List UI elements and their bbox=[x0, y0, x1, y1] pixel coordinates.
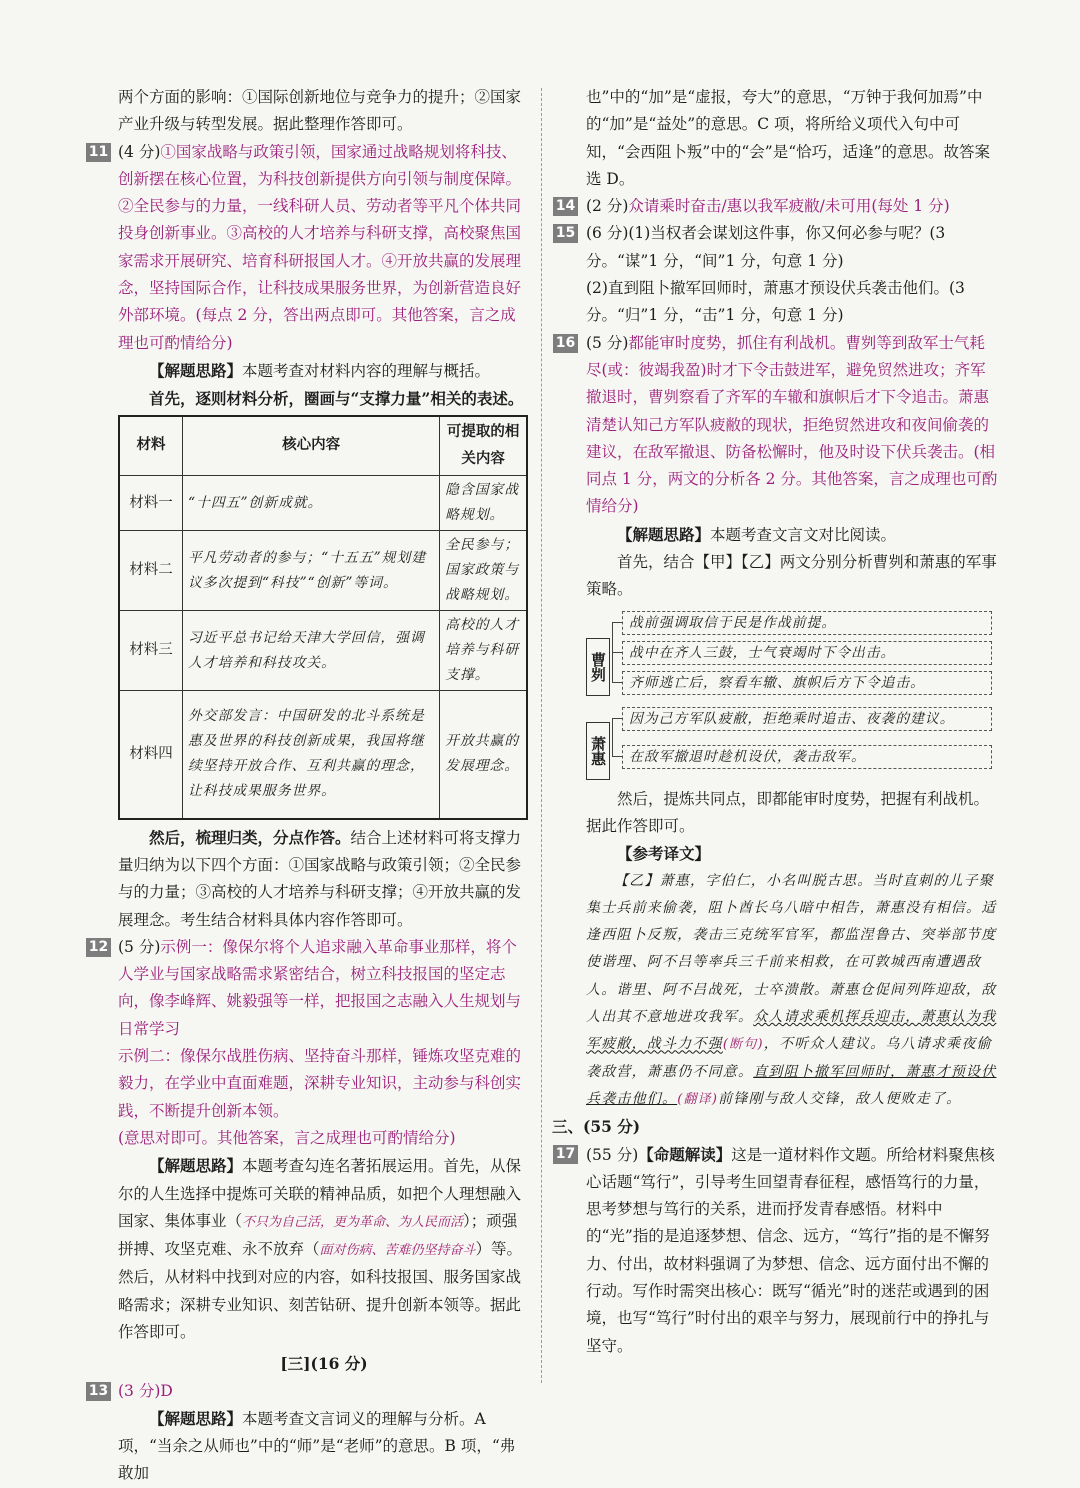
table-cell-content: 习近平总书记给天津大学回信，强调人才培养和科技攻关。 bbox=[183, 611, 440, 691]
reference-translation bbox=[586, 868, 998, 1114]
q12-thinking-a: 本题考查勾连名著拓展运用。首先，从保尔的人生选择中提炼可关联的精神品质，如把个人理想融入国家、集体事业（ bbox=[118, 1157, 522, 1230]
q11-step1: 首先，逐则材料分析，圈画与“支撑力量”相关的表述。 bbox=[149, 389, 524, 409]
question-13 bbox=[88, 1378, 530, 1488]
q12-note: (意思对即可。其他答案，言之成理也可酌情给分) bbox=[118, 1128, 456, 1147]
q17-label: 【命题解读】 bbox=[638, 1144, 732, 1164]
table-cell-extract: 隐含国家战略规划。 bbox=[440, 476, 527, 531]
q13-thinking-label: 【解题思路】 bbox=[149, 1408, 243, 1428]
question-12 bbox=[88, 934, 530, 1346]
q11-score-note: (每点 2 分，答出两点即可。其他答案，言之成理也可酌情给分) bbox=[118, 306, 516, 352]
q17-score: (55 分) bbox=[586, 1145, 639, 1164]
question-14 bbox=[555, 193, 998, 220]
diagram-bracket bbox=[612, 652, 622, 653]
question-11 bbox=[88, 139, 530, 934]
table-cell-label: 材料三 bbox=[119, 611, 183, 691]
diagram-box-xiaohui-2: 在敌军撤退时趁机设伏，袭击敌军。 bbox=[622, 745, 992, 769]
intro-line-2: 产业升级与转型发展。据此整理作答即可。 bbox=[118, 115, 413, 134]
section-heading-three: 三、(55 分) bbox=[552, 1117, 641, 1137]
q12-handwritten-note-1: 不只为自己活，更为革命、为人民而活 bbox=[242, 1214, 464, 1230]
table-row bbox=[119, 611, 527, 691]
table-cell-extract: 全民参与；国家政策与战略规划。 bbox=[440, 531, 527, 611]
table-cell-label: 材料二 bbox=[119, 531, 183, 611]
q15-answer-1: (6 分)(1)当权者会谋划这件事，你又何必参与呢？(3 分。“谋”1 分，“间”1 分，句意 1 分) bbox=[586, 224, 946, 270]
diagram-box-xiaohui-1: 因为己方军队疲敝，拒绝乘时追击、夜袭的建议。 bbox=[622, 707, 992, 731]
question-number-badge: 14 bbox=[553, 197, 578, 216]
q16-score: (5 分) bbox=[586, 333, 629, 352]
ref-mark-translation: (翻译) bbox=[677, 1091, 719, 1107]
question-number-badge: 17 bbox=[553, 1145, 578, 1164]
q13-answer: (3 分)D bbox=[118, 1381, 173, 1400]
table-row bbox=[119, 531, 527, 611]
ref-text-c: 前锋刚与敌人交锋，敌人便败走了。 bbox=[718, 1090, 962, 1107]
diagram-label-xiaohui: 萧惠 bbox=[586, 722, 610, 780]
q11-thinking-label: 【解题思路】 bbox=[149, 360, 243, 380]
table-header: 核心内容 bbox=[183, 416, 440, 476]
section-heading-3: [三](16 分) bbox=[280, 1354, 368, 1374]
intro-line-1: 两个方面的影响：①国际创新地位与竞争力的提升；②国家 bbox=[118, 88, 522, 106]
ref-mark-sentence: (断句) bbox=[722, 1037, 764, 1053]
materials-table bbox=[118, 415, 528, 820]
table-cell-content: “十四五”创新成就。 bbox=[183, 476, 440, 531]
q12-score: (5 分) bbox=[118, 937, 161, 956]
q14-answer: 众请乘时奋击/惠以我军疲敝/未可用(每处 1 分) bbox=[628, 197, 950, 216]
q11-thinking: 本题考查对材料内容的理解与概括。 bbox=[242, 361, 491, 380]
question-number-badge: 12 bbox=[86, 938, 111, 957]
table-cell-label: 材料一 bbox=[119, 476, 183, 531]
q13-continued: 也”中的“加”是“虚报，夸大”的意思，“万钟于我何加焉”中的“加”是“益处”的意思。C 项，将所给义项代入句中可知，“会西阻卜叛”中的“会”是“恰巧，适逢”的意思。故答案选 D。 bbox=[586, 88, 991, 188]
table-cell-label: 材料四 bbox=[119, 691, 183, 819]
q12-example-2: 示例二：像保尔战胜伤病、坚持奋斗那样，锤炼攻坚克难的毅力，在学业中直面难题，深耕专业知识，主动参与科创实践，不断提升创新本领。 bbox=[118, 1047, 522, 1120]
question-16 bbox=[555, 330, 998, 1114]
table-row bbox=[119, 691, 527, 819]
q11-step2-bold: 然后，梳理归类，分点作答。 bbox=[149, 827, 351, 847]
q12-handwritten-note-2: 面对伤病、苦难仍坚持奋斗 bbox=[319, 1243, 476, 1259]
q13-thinking: 本题考查文言词义的理解与分析。A 项，“当余之从师也”中的“师”是“老师”的意思。B 项，“弗敢加 bbox=[118, 1409, 516, 1483]
question-number-badge: 15 bbox=[553, 224, 578, 243]
q16-step1: 首先，结合【甲】【乙】两文分别分析曹刿和萧惠的军事策略。 bbox=[586, 553, 997, 599]
question-17 bbox=[555, 1141, 998, 1360]
strategy-diagram bbox=[586, 610, 998, 782]
q11-answer: ①国家战略与政策引领，国家通过战略规划将科技、创新摆在核心位置，为科技创新提供方向引领与制度保障。②全民参与的力量，一线科研人员、劳动者等平凡个体共同投身创新事业。③高校的人才培养与科研支撑，高校聚焦国家需求开展研究、培育科研报国人才。④开放共赢的发展理念，坚持国际合作，让科技成果服务世界，为创新营造良好外部环境。 bbox=[118, 142, 522, 325]
q17-text: 这是一道材料作文题。所给材料聚焦核心话题“笃行”，引导考生回望青春征程，感悟笃行的力量，思考梦想与笃行的关系，进而抒发青春感悟。材料中的“光”指的是追逐梦想、信念、远方，“笃行”指的是不懈努力、付出，故材料强调了为梦想、信念、远方面付出不懈的行动。写作时需突出核心：既写“循光”时的迷茫或遇到的困境，也写“笃行”时付出的艰辛与努力，展现前行中的挣扎与坚守。 bbox=[586, 1145, 995, 1355]
diagram-box-caogui-2: 战中在齐人三鼓，士气衰竭时下令出击。 bbox=[622, 641, 992, 665]
column-divider bbox=[541, 88, 542, 1383]
ref-text-a: 【乙】萧惠，字伯仁，小名叫脱古思。当时直刺的儿子聚集士兵前来偷袭，阻卜酋长乌八暗中相告，萧惠没有相信。适逢西阻卜反叛，袭击三克统军官军，都监涅鲁古、突举部节度使谐理、阿不吕等率兵三千前来相救，在可敦城西南遭遇敌人。谐里、阿不吕战死，士卒溃散。萧惠仓促间列阵迎敌，敌人出其不意地进攻我军。 bbox=[586, 872, 997, 1026]
diagram-bracket bbox=[612, 718, 622, 719]
q11-score: (4 分) bbox=[118, 142, 161, 161]
ref-text-wavy: 众人请求乘机挥兵迎击，萧惠认为我军疲敝，战斗力不强 bbox=[586, 1009, 997, 1053]
table-cell-content: 平凡劳动者的参与；“十五五”规划建议多次提到“科技”“创新”等词。 bbox=[183, 531, 440, 611]
q16-step2: 然后，提炼共同点，即都能审时度势，把握有利战机。据此作答即可。 bbox=[586, 789, 990, 835]
q12-thinking-label: 【解题思路】 bbox=[149, 1156, 243, 1176]
q12-thinking-c: ）等。然后，从材料中找到对应的内容，如科技报国、服务国家战略需求；深耕专业知识、刻苦钻研、提升创新本领等。据此作答即可。 bbox=[118, 1240, 523, 1341]
table-cell-extract: 开放共赢的发展理念。 bbox=[440, 691, 527, 819]
question-number-badge: 16 bbox=[553, 334, 578, 353]
q14-score: (2 分) bbox=[586, 197, 629, 216]
q15-answer-2: (2)直到阻卜撤军回师时，萧惠才预设伏兵袭击他们。(3 分。“归”1 分，“击”1 分，句意 1 分) bbox=[586, 279, 965, 325]
table-header: 可提取的相关内容 bbox=[440, 416, 527, 476]
table-row bbox=[119, 476, 527, 531]
right-column bbox=[552, 84, 998, 1360]
diagram-bracket bbox=[612, 718, 613, 756]
q12-example-1: 示例一：像保尔将个人追求融入革命事业那样，将个人学业与国家战略需求紧密结合，树立科技报国的坚定志向，像李峰辉、姚毅强等一样，把报国之志融入人生规划与日常学习 bbox=[118, 937, 522, 1038]
question-number-badge: 13 bbox=[86, 1382, 111, 1401]
question-number-badge: 11 bbox=[86, 143, 111, 162]
table-cell-content: 外交部发言：中国研发的北斗系统是惠及世界的科技创新成果，我国将继续坚持开放合作、互利共赢的理念，让科技成果服务世界。 bbox=[183, 691, 440, 819]
table-header-row bbox=[119, 416, 527, 476]
diagram-bracket bbox=[612, 682, 622, 683]
diagram-bracket bbox=[612, 622, 622, 623]
question-15 bbox=[555, 220, 998, 329]
diagram-box-caogui-1: 战前强调取信于民是作战前提。 bbox=[622, 611, 992, 635]
q16-thinking: 本题考查文言文对比阅读。 bbox=[710, 525, 897, 544]
diagram-bracket bbox=[612, 756, 622, 757]
q16-thinking-label: 【解题思路】 bbox=[617, 524, 711, 544]
q12-thinking-b: ）；顽强拼搏、攻坚克难、永不放弃（ bbox=[118, 1211, 518, 1259]
table-cell-extract: 高校的人才培养与科研支撑。 bbox=[440, 611, 527, 691]
diagram-label-caogui: 曹刿 bbox=[586, 638, 610, 696]
table-header: 材料 bbox=[119, 416, 183, 476]
ref-text-underlined: 直到阻卜撤军回师时，萧惠才预设伏兵袭击他们。 bbox=[586, 1063, 997, 1107]
left-column bbox=[88, 84, 530, 1488]
reference-translation-label: 【参考译文】 bbox=[617, 844, 711, 864]
q11-step2: 结合上述材料可将支撑力量归纳为以下四个方面：①国家战略与政策引领；②全民参与的力量；③高校的人才培养与科研支撑；④开放共赢的发展理念。考生结合材料具体内容作答即可。 bbox=[118, 828, 522, 929]
ref-text-b: ，不听众人建议。乌八请求乘夜偷袭敌营，萧惠仍不同意。 bbox=[586, 1036, 992, 1080]
q16-answer: 都能审时度势，抓住有利战机。曹刿等到敌军士气耗尽(或：彼竭我盈)时才下令击鼓进军，避免贸然进攻；齐军撤退时，曹刿察看了齐军的车辙和旗帜后才下令追击。萧惠清楚认知己方军队疲敝的现状，拒绝贸然进攻和夜间偷袭的建议，在敌军撤退、防备松懈时，他及时设下伏兵袭击。(相同点 1 分，两文的分析各 2 分。其他答案，言之成理也可酌情给分) bbox=[586, 333, 998, 516]
diagram-box-caogui-3: 齐师逃亡后，察看车辙、旗帜后方下令追击。 bbox=[622, 671, 992, 695]
